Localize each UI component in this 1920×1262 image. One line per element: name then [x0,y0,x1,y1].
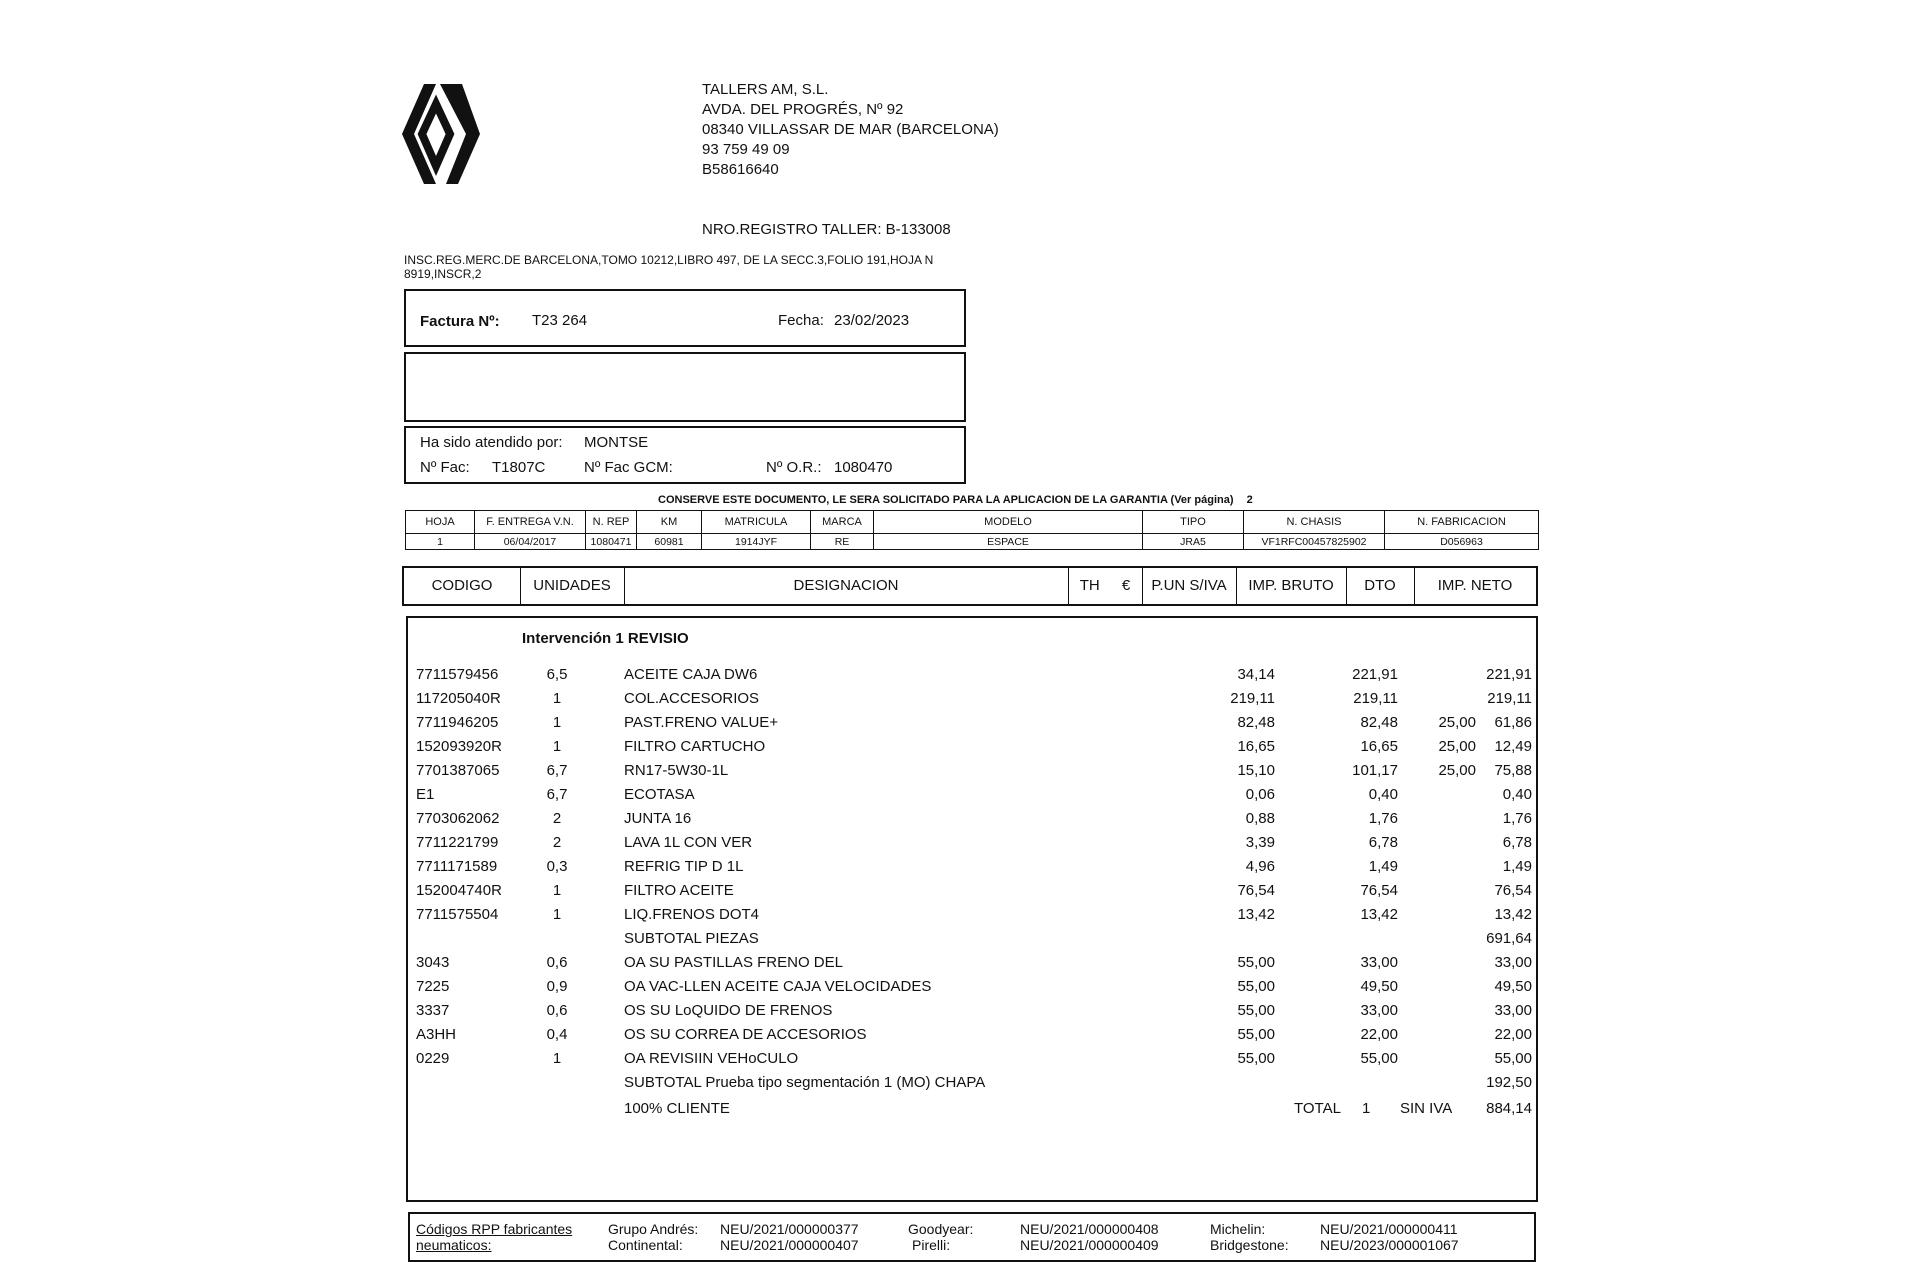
warranty-notice [658,494,1253,506]
vehicle-col-entrega: F. ENTREGA V.N. [475,511,586,534]
company-address: AVDA. DEL PROGRÉS, Nº 92 [702,101,904,118]
line-gross: 13,42 [1360,906,1398,923]
line-unit-price: 3,39 [1245,834,1275,851]
line-unit-price: 55,00 [1237,1002,1275,1019]
col-discount: DTO [1346,568,1415,604]
attended-label: Ha sido atendido por: [420,434,563,451]
tyre-brand-grupo-andres: Grupo Andrés: [608,1221,699,1237]
line-units: 0,6 [546,954,568,971]
or-label: Nº O.R.: [766,459,822,476]
line-units: 1 [552,690,562,707]
line-description: LAVA 1L CON VER [624,834,753,851]
line-code: 7711221799 [416,834,499,851]
line-description: FILTRO ACEITE [624,882,734,899]
line-description: OS SU LoQUIDO DE FRENOS [624,1002,833,1019]
line-description: ACEITE CAJA DW6 [624,666,758,683]
tyre-code-grupo-andres: NEU/2021/000000377 [720,1221,859,1237]
vehicle-table [405,510,1539,550]
mercantile-registry [404,253,933,281]
line-gross: 219,11 [1353,690,1398,707]
line-units: 0,4 [546,1026,568,1043]
col-units: UNIDADES [520,568,625,604]
col-euro-label: € [1121,577,1131,594]
line-units: 6,7 [546,786,568,803]
line-description: SUBTOTAL PIEZAS [624,930,759,947]
invoice-number: T23 264 [532,312,588,329]
vehicle-col-nrep: N. REP [586,511,637,534]
line-net: 13,42 [1494,906,1532,923]
line-code: 0229 [416,1050,450,1067]
line-units: 1 [552,906,562,923]
line-net: 76,54 [1494,882,1532,899]
company-phone: 93 759 49 09 [702,141,790,158]
tyre-code-pirelli: NEU/2021/000000409 [1020,1237,1159,1253]
line-net: 33,00 [1494,954,1532,971]
registry-number: NRO.REGISTRO TALLER: B-133008 [702,221,951,238]
line-unit-price: 55,00 [1237,1050,1275,1067]
line-net: 22,00 [1494,1026,1532,1043]
total-amount: 884,14 [1486,1100,1532,1117]
line-units: 1 [552,1050,562,1067]
tyre-codes-title-1: Códigos RPP fabricantes [416,1221,573,1237]
line-description: SUBTOTAL Prueba tipo segmentación 1 (MO) CHAPA [624,1074,986,1091]
vehicle-col-km: KM [637,511,702,534]
line-net: 6,78 [1502,834,1532,851]
line-item-row [408,952,1540,974]
line-code: 152093920R [416,738,502,755]
line-code: 7711946205 [416,714,499,731]
line-net: 75,88 [1494,762,1532,779]
tyre-code-goodyear: NEU/2021/000000408 [1020,1221,1159,1237]
invoice-date: 23/02/2023 [834,312,910,329]
line-net: 12,49 [1494,738,1532,755]
line-unit-price: 0,88 [1245,810,1275,827]
line-net: 1,76 [1502,810,1532,827]
tyre-code-bridgestone: NEU/2023/000001067 [1320,1237,1459,1253]
line-gross: 0,40 [1368,786,1398,803]
col-unit-price: P.UN S/IVA [1142,568,1237,604]
line-description: COL.ACCESORIOS [624,690,760,707]
line-description: ECOTASA [624,786,695,803]
warranty-notice-page: 2 [1246,494,1253,506]
line-code: 7225 [416,978,450,995]
line-item-row [408,880,1540,902]
line-units: 0,6 [546,1002,568,1019]
mercantile-line-1: INSC.REG.MERC.DE BARCELONA,TOMO 10212,LIBRO 497, DE LA SECC.3,FOLIO 191,HOJA N [404,253,934,267]
line-item-row [408,1024,1540,1046]
line-code: 3043 [416,954,450,971]
line-unit-price: 76,54 [1237,882,1275,899]
line-net: 691,64 [1486,930,1532,947]
line-item-row [408,808,1540,830]
attended-name: MONTSE [584,434,649,451]
company-tax-id: B58616640 [702,161,779,178]
vehicle-col-modelo: MODELO [874,511,1143,534]
vehicle-tipo: JRA5 [1143,534,1244,550]
vehicle-col-fabricacion: N. FABRICACION [1385,511,1539,534]
line-unit-price: 34,14 [1237,666,1275,683]
tyre-code-continental: NEU/2021/000000407 [720,1237,859,1253]
line-unit-price: 13,42 [1237,906,1275,923]
line-item-row [408,1048,1540,1070]
tyre-brand-pirelli: Pirelli: [912,1237,951,1253]
line-units: 2 [552,834,562,851]
line-item-row [408,928,1540,950]
line-item-row [408,664,1540,686]
line-item-row [408,1072,1540,1094]
line-gross: 55,00 [1360,1050,1398,1067]
invoice-date-label: Fecha: [778,312,824,329]
line-discount: 25,00 [1438,738,1476,755]
line-description: OA VAC-LLEN ACEITE CAJA VELOCIDADES [624,978,932,995]
line-unit-price: 16,65 [1237,738,1275,755]
tyre-codes-title-2: neumaticos: [416,1237,492,1253]
line-item-row [408,784,1540,806]
lines-body [406,616,1538,1202]
total-number: 1 [1362,1100,1371,1117]
attended-box [404,426,966,484]
line-description: OS SU CORREA DE ACCESORIOS [624,1026,867,1043]
company-city: 08340 VILLASSAR DE MAR (BARCELONA) [702,121,999,138]
line-gross: 33,00 [1360,954,1398,971]
line-gross: 16,65 [1360,738,1398,755]
line-net: 49,50 [1494,978,1532,995]
renault-logo [400,82,482,186]
vehicle-nrep: 1080471 [586,534,637,550]
vehicle-matricula: 1914JYF [702,534,811,550]
line-units: 0,9 [546,978,568,995]
vehicle-header-row [406,511,1539,534]
line-code: 7711171589 [416,858,498,875]
lines-header [402,566,1538,606]
tyre-brand-bridgestone: Bridgestone: [1210,1237,1289,1253]
client-total-row [408,1098,1540,1120]
line-code: 7703062062 [416,810,500,827]
total-label: TOTAL [1294,1100,1341,1117]
line-item-row [408,904,1540,926]
line-item-row [408,832,1540,854]
line-description: OA REVISIIN VEHoCULO [624,1050,799,1067]
line-units: 0,3 [546,858,568,875]
line-unit-price: 0,06 [1245,786,1275,803]
vehicle-col-hoja: HOJA [406,511,475,534]
line-code: A3HH [416,1026,457,1043]
col-designation: DESIGNACION [624,568,1069,604]
line-description: REFRIG TIP D 1L [624,858,744,875]
line-net: 0,40 [1502,786,1532,803]
line-code: 7711575504 [416,906,499,923]
line-net: 192,50 [1486,1074,1532,1091]
line-net: 221,91 [1486,666,1532,683]
vehicle-col-marca: MARCA [811,511,874,534]
nfac-label: Nº Fac: [420,459,470,476]
line-item-row [408,856,1540,878]
line-units: 6,5 [546,666,568,683]
customer-box [404,352,966,422]
line-net: 55,00 [1494,1050,1532,1067]
line-description: OA SU PASTILLAS FRENO DEL [624,954,843,971]
col-gross: IMP. BRUTO [1236,568,1347,604]
line-unit-price: 55,00 [1237,954,1275,971]
col-net: IMP. NETO [1437,577,1513,594]
line-description: JUNTA 16 [624,810,692,827]
line-gross: 76,54 [1360,882,1398,899]
line-gross: 1,49 [1368,858,1398,875]
total-iva-label: SIN IVA [1400,1100,1453,1117]
line-description: RN17-5W30-1L [624,762,729,779]
line-item-row [408,1000,1540,1022]
line-net: 219,11 [1487,690,1532,707]
vehicle-col-chasis: N. CHASIS [1244,511,1385,534]
line-code: 117205040R [416,690,501,707]
line-gross: 49,50 [1360,978,1398,995]
invoice-box [404,289,966,347]
line-unit-price: 82,48 [1237,714,1275,731]
line-description: PAST.FRENO VALUE+ [624,714,779,731]
line-description: FILTRO CARTUCHO [624,738,766,755]
line-code: E1 [416,786,435,803]
line-gross: 1,76 [1368,810,1398,827]
line-code: 152004740R [416,882,502,899]
vehicle-marca: RE [811,534,874,550]
line-unit-price: 219,11 [1230,690,1275,707]
line-item-row [408,712,1540,734]
line-item-row [408,688,1540,710]
col-th [1068,568,1143,604]
line-units: 1 [552,738,562,755]
line-units: 1 [552,714,562,731]
vehicle-col-tipo: TIPO [1143,511,1244,534]
line-units: 2 [552,810,562,827]
company-block [702,80,999,180]
vehicle-col-matricula: MATRICULA [702,511,811,534]
col-code: CODIGO [404,568,521,604]
warranty-notice-text: CONSERVE ESTE DOCUMENTO, LE SERA SOLICITADO PARA LA APLICACION DE LA GARANTIA (Ver página) [658,494,1234,506]
line-net: 61,86 [1494,714,1532,731]
col-th-label: TH [1079,577,1100,594]
line-gross: 221,91 [1352,666,1398,683]
invoice-number-label: Factura Nº: [420,313,500,330]
line-discount: 25,00 [1438,762,1476,779]
line-item-row [408,736,1540,758]
line-unit-price: 15,10 [1237,762,1275,779]
tyre-codes-box [408,1212,1536,1262]
line-description: LIQ.FRENOS DOT4 [624,906,760,923]
line-gross: 82,48 [1360,714,1398,731]
client-line: 100% CLIENTE [624,1100,730,1117]
line-net: 33,00 [1494,1002,1532,1019]
line-net: 1,49 [1502,858,1532,875]
line-unit-price: 4,96 [1245,858,1275,875]
vehicle-chasis: VF1RFC00457825902 [1244,534,1385,550]
line-gross: 33,00 [1360,1002,1398,1019]
line-discount: 25,00 [1438,714,1476,731]
line-code: 7711579456 [416,666,499,683]
vehicle-hoja: 1 [406,534,475,550]
nfac-value: T1807C [492,459,546,476]
vehicle-modelo: ESPACE [874,534,1143,550]
line-code: 3337 [416,1002,450,1019]
line-code: 7701387065 [416,762,500,779]
line-unit-price: 55,00 [1237,1026,1275,1043]
intervention-title: Intervención 1 REVISIO [522,630,689,647]
line-units: 1 [552,882,562,899]
line-unit-price: 55,00 [1237,978,1275,995]
or-value: 1080470 [834,459,893,476]
vehicle-value-row [406,534,1539,550]
tyre-brand-michelin: Michelin: [1210,1221,1266,1237]
gcm-label: Nº Fac GCM: [584,459,673,476]
company-name: TALLERS AM, S.L. [702,81,829,98]
tyre-brand-continental: Continental: [608,1237,683,1253]
line-units: 6,7 [546,762,568,779]
line-gross: 22,00 [1360,1026,1398,1043]
tyre-code-michelin: NEU/2021/000000411 [1320,1221,1458,1237]
mercantile-line-2: 8919,INSCR,2 [404,267,482,281]
line-item-row [408,976,1540,998]
vehicle-entrega: 06/04/2017 [475,534,586,550]
line-gross: 101,17 [1352,762,1398,779]
vehicle-fabricacion: D056963 [1385,534,1539,550]
line-gross: 6,78 [1368,834,1398,851]
tyre-brand-goodyear: Goodyear: [908,1221,974,1237]
vehicle-km: 60981 [637,534,702,550]
line-item-row [408,760,1540,782]
